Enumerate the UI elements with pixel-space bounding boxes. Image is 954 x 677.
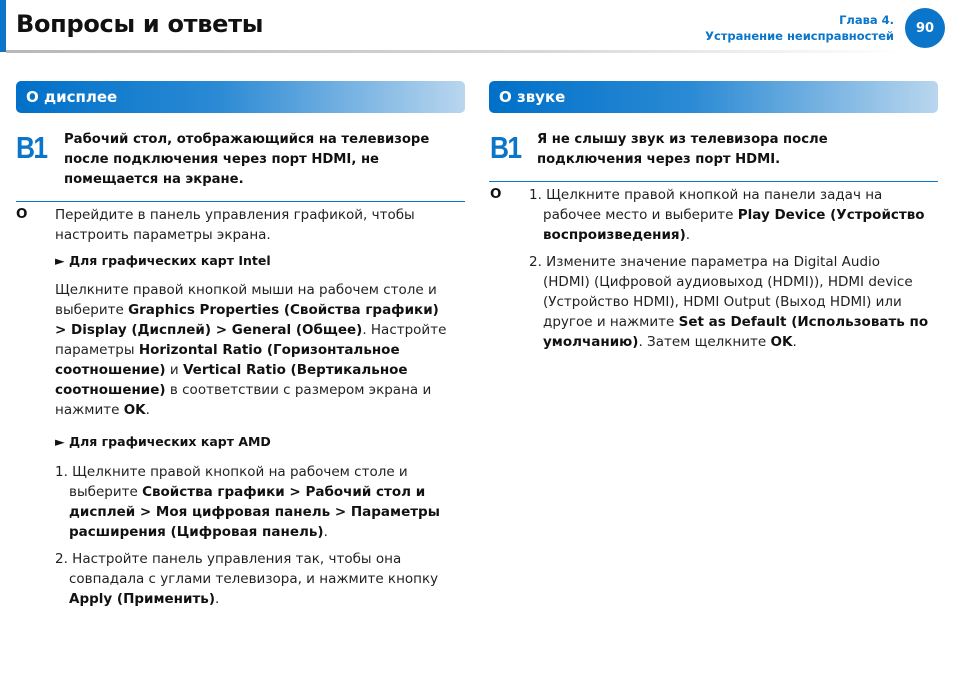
sound-step-1-end: . bbox=[685, 227, 691, 243]
intel-text-4: в соответствии с размером экрана и нажмите bbox=[55, 382, 432, 418]
amd-step-2 bbox=[55, 549, 450, 609]
amd-steps bbox=[55, 462, 450, 609]
chapter-title: Устранение неисправностей bbox=[705, 29, 894, 43]
question-mark-icon: B1 bbox=[16, 130, 47, 165]
intel-text-5: . bbox=[145, 402, 150, 418]
amd-step-2-apply: Apply (Применить) bbox=[69, 591, 216, 607]
amd-step-2-text: 2. Настройте панель управления так, чтобы она совпадала с углами телевизора, и нажмите кнопку bbox=[55, 551, 439, 587]
title-divider bbox=[6, 50, 906, 53]
sound-step-2-set-default: Set as Default (Использовать по умолчанию) bbox=[543, 314, 929, 350]
intel-menu-path: Graphics Properties (Свойства графики) > Display (Дисплей) > General (Общее) bbox=[55, 302, 439, 338]
amd-step-1-path: Свойства графики > Рабочий стол и дисплей > Моя цифровая панель > Параметры расширения (Цифровая панель) bbox=[69, 484, 440, 540]
arrow-right-icon: ► bbox=[55, 434, 65, 449]
sound-step-1 bbox=[529, 185, 929, 245]
answer-mark: O bbox=[490, 186, 502, 202]
chapter-number: Глава 4. bbox=[839, 13, 894, 27]
sound-step-1-play-device: Play Device (Устройство воспроизведения) bbox=[543, 207, 925, 243]
intel-vertical-ratio: Vertical Ratio (Вертикальное соотношение) bbox=[55, 362, 408, 398]
chapter-label bbox=[705, 12, 894, 44]
amd-step-2-end: . bbox=[215, 591, 220, 607]
intel-ok: OK bbox=[123, 402, 146, 418]
question-text: Я не слышу звук из телевизора после подключения через порт HDMI. bbox=[537, 132, 828, 167]
sound-step-2-end: . bbox=[792, 334, 797, 350]
question-text: Рабочий стол, отображающийся на телевизоре после подключения через порт HDMI, не помещается на экране. bbox=[64, 132, 430, 187]
arrow-right-icon: ► bbox=[55, 253, 65, 268]
header-accent-bar bbox=[0, 0, 6, 52]
sound-steps bbox=[529, 185, 929, 352]
intel-heading-label: Для графических карт Intel bbox=[68, 253, 271, 268]
sound-step-2-ok: OK bbox=[770, 334, 793, 350]
section-header-display: О дисплее bbox=[16, 81, 465, 113]
question-mark-icon: B1 bbox=[490, 130, 521, 165]
page-title: Вопросы и ответы bbox=[16, 10, 264, 38]
sound-step-2-text: 2. Измените значение параметра на Digital Audio (HDMI) (Цифровой аудиовыход (HDMI)), HDMI device (Устройство HDMI), HDMI Output (Выход HDMI) или другое и нажмите bbox=[529, 254, 913, 330]
sound-step-2 bbox=[529, 252, 929, 352]
question-divider bbox=[16, 201, 465, 202]
answer-mark: O bbox=[16, 206, 28, 222]
sound-step-1-text: 1. Щелкните правой кнопкой на панели задач на рабочее место и выберите bbox=[529, 187, 883, 223]
question-divider bbox=[489, 181, 938, 182]
page-number-badge: 90 bbox=[905, 8, 945, 48]
intel-heading bbox=[55, 253, 271, 268]
section-header-sound: О звуке bbox=[489, 81, 938, 113]
answer-intro: Перейдите в панель управления графикой, чтобы настроить параметры экрана. bbox=[55, 207, 415, 243]
amd-heading bbox=[55, 434, 271, 449]
amd-heading-label: Для графических карт AMD bbox=[68, 434, 271, 449]
intel-text-1: Щелкните правой кнопкой мыши на рабочем столе и выберите bbox=[55, 282, 437, 318]
intel-horizontal-ratio: Horizontal Ratio (Горизонтальное соотношение) bbox=[55, 342, 400, 378]
sound-step-2-mid: . Затем щелкните bbox=[638, 334, 771, 350]
intel-text-3: и bbox=[165, 362, 183, 378]
intel-text-2: . Настройте параметры bbox=[55, 322, 447, 358]
amd-step-1-end: . bbox=[323, 524, 328, 540]
amd-step-1-text: 1. Щелкните правой кнопкой на рабочем столе и выберите bbox=[55, 464, 408, 500]
intel-instructions bbox=[55, 280, 450, 420]
amd-step-1 bbox=[55, 462, 450, 542]
